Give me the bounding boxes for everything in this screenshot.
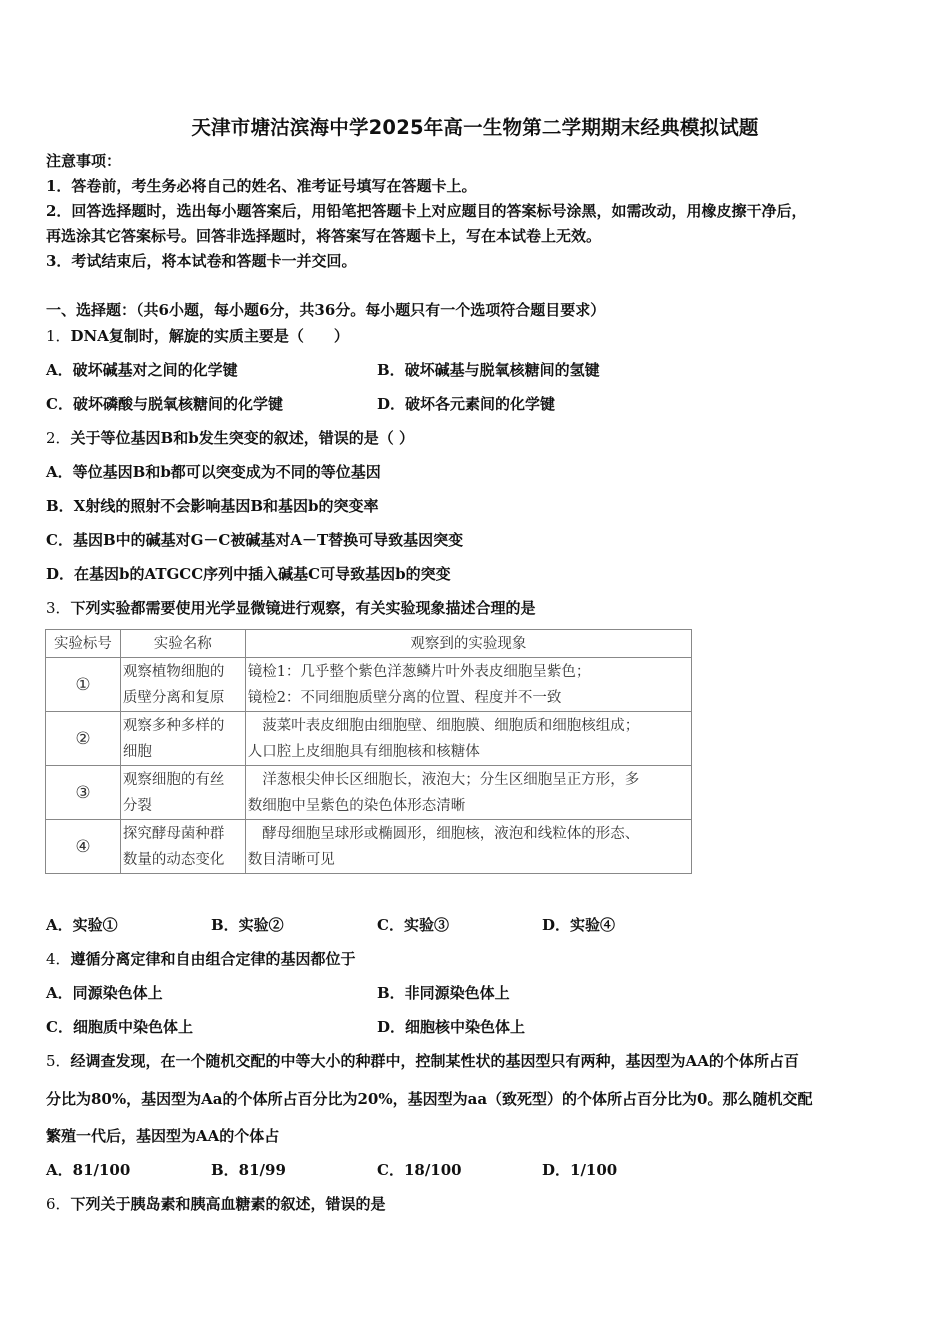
question-1 (46, 326, 349, 346)
option-d: D．1/100 (542, 1161, 618, 1179)
option-c: C．细胞质中染色体上 (46, 1018, 193, 1036)
table-row (46, 658, 692, 712)
question-stem-continued: 分比为80%，基因型为Aa的个体所占百分比为20%，基因型为aa（致死型）的个体所占百分比为0。那么随机交配 (46, 1090, 813, 1108)
question-number: 4． (46, 950, 71, 968)
question-stem: 遵循分离定律和自由组合定律的基因都位于 (70, 950, 356, 968)
question-number: 1． (46, 327, 71, 345)
option-d: D．实验④ (542, 916, 616, 934)
notice-heading: 注意事项： (46, 152, 122, 170)
option-b: B．X射线的照射不会影响基因B和基因b的突变率 (46, 497, 379, 515)
experiment-observation: 镜检1：几乎整个紫色洋葱鳞片叶外表皮细胞呈紫色； 镜检2：不同细胞质壁分离的位置、程度并不一致 (245, 658, 691, 712)
section-heading: 一、选择题：（共6小题，每小题6分，共36分。每小题只有一个选项符合题目要求） (46, 301, 606, 319)
question-number: 2． (46, 429, 71, 447)
question-5 (46, 1051, 799, 1071)
question-6 (46, 1194, 386, 1214)
question-4 (46, 949, 356, 969)
header-cell: 观察到的实验现象 (245, 630, 691, 658)
table-row (46, 820, 692, 874)
table-row (46, 766, 692, 820)
question-number: 5． (46, 1052, 71, 1070)
option-d: D．细胞核中染色体上 (377, 1018, 526, 1036)
page-title: 天津市塘沽滨海中学2025年高一生物第二学期期末经典模拟试题 (191, 116, 759, 139)
experiment-name: 观察细胞的有丝 分裂 (120, 766, 245, 820)
experiment-observation: 酵母细胞呈球形或椭圆形，细胞核，液泡和线粒体的形态、 数目清晰可见 (245, 820, 691, 874)
option-a: A．81/100 (46, 1161, 131, 1179)
question-stem: 经调查发现，在一个随机交配的中等大小的种群中，控制某性状的基因型只有两种，基因型为AA的个体所占百 (70, 1052, 799, 1070)
experiment-table (45, 629, 692, 874)
question-2 (46, 428, 414, 448)
option-c: C．基因B中的碱基对G－C被碱基对A－T替换可导致基因突变 (46, 531, 464, 549)
question-stem: 下列实验都需要使用光学显微镜进行观察，有关实验现象描述合理的是 (70, 599, 536, 617)
question-3 (46, 598, 536, 618)
experiment-name: 探究酵母菌种群 数量的动态变化 (120, 820, 245, 874)
option-a: A．同源染色体上 (46, 984, 163, 1002)
question-stem: 下列关于胰岛素和胰高血糖素的叙述，错误的是 (70, 1195, 386, 1213)
question-number: 6． (46, 1195, 71, 1213)
option-b: B．实验② (211, 916, 284, 934)
option-a: A．等位基因B和b都可以突变成为不同的等位基因 (46, 463, 381, 481)
option-a: A．破坏碱基对之间的化学键 (46, 361, 238, 379)
question-stem: DNA复制时，解旋的实质主要是（ ） (70, 327, 349, 345)
header-cell: 实验标号 (46, 630, 121, 658)
option-b: B．81/99 (211, 1161, 286, 1179)
notice-item: 再选涂其它答案标号。回答非选择题时，将答案写在答题卡上，写在本试卷上无效。 (46, 227, 602, 245)
experiment-observation: 菠菜叶表皮细胞由细胞壁、细胞膜、细胞质和细胞核组成； 人口腔上皮细胞具有细胞核和核糖体 (245, 712, 691, 766)
experiment-observation: 洋葱根尖伸长区细胞长，液泡大；分生区细胞呈正方形，多 数细胞中呈紫色的染色体形态清晰 (245, 766, 691, 820)
table-header-row (46, 630, 692, 658)
option-c: C．实验③ (377, 916, 449, 934)
experiment-name: 观察植物细胞的 质壁分离和复原 (120, 658, 245, 712)
experiment-id: ④ (46, 820, 121, 874)
notice-item: 3．考试结束后，将本试卷和答题卡一并交回。 (46, 252, 357, 270)
experiment-name: 观察多种多样的 细胞 (120, 712, 245, 766)
option-b: B．非同源染色体上 (377, 984, 510, 1002)
question-number: 3． (46, 599, 71, 617)
experiment-id: ② (46, 712, 121, 766)
notice-item: 2．回答选择题时，选出每小题答案后，用铅笔把答题卡上对应题目的答案标号涂黑，如需改动，用橡皮擦干净后， (46, 202, 807, 220)
experiment-id: ① (46, 658, 121, 712)
notice-item: 1．答卷前，考生务必将自己的姓名、准考证号填写在答题卡上。 (46, 177, 477, 195)
experiment-id: ③ (46, 766, 121, 820)
option-a: A．实验① (46, 916, 118, 934)
option-d: D．在基因b的ATGCC序列中插入碱基C可导致基因b的突变 (46, 565, 451, 583)
question-stem: 关于等位基因B和b发生突变的叙述，错误的是（ ） (70, 429, 414, 447)
option-b: B．破坏碱基与脱氧核糖间的氢键 (377, 361, 600, 379)
option-d: D．破坏各元素间的化学键 (377, 395, 556, 413)
option-c: C．破坏磷酸与脱氧核糖间的化学键 (46, 395, 283, 413)
table-row (46, 712, 692, 766)
question-stem-continued: 繁殖一代后，基因型为AA的个体占 (46, 1127, 280, 1145)
option-c: C．18/100 (377, 1161, 462, 1179)
header-cell: 实验名称 (120, 630, 245, 658)
